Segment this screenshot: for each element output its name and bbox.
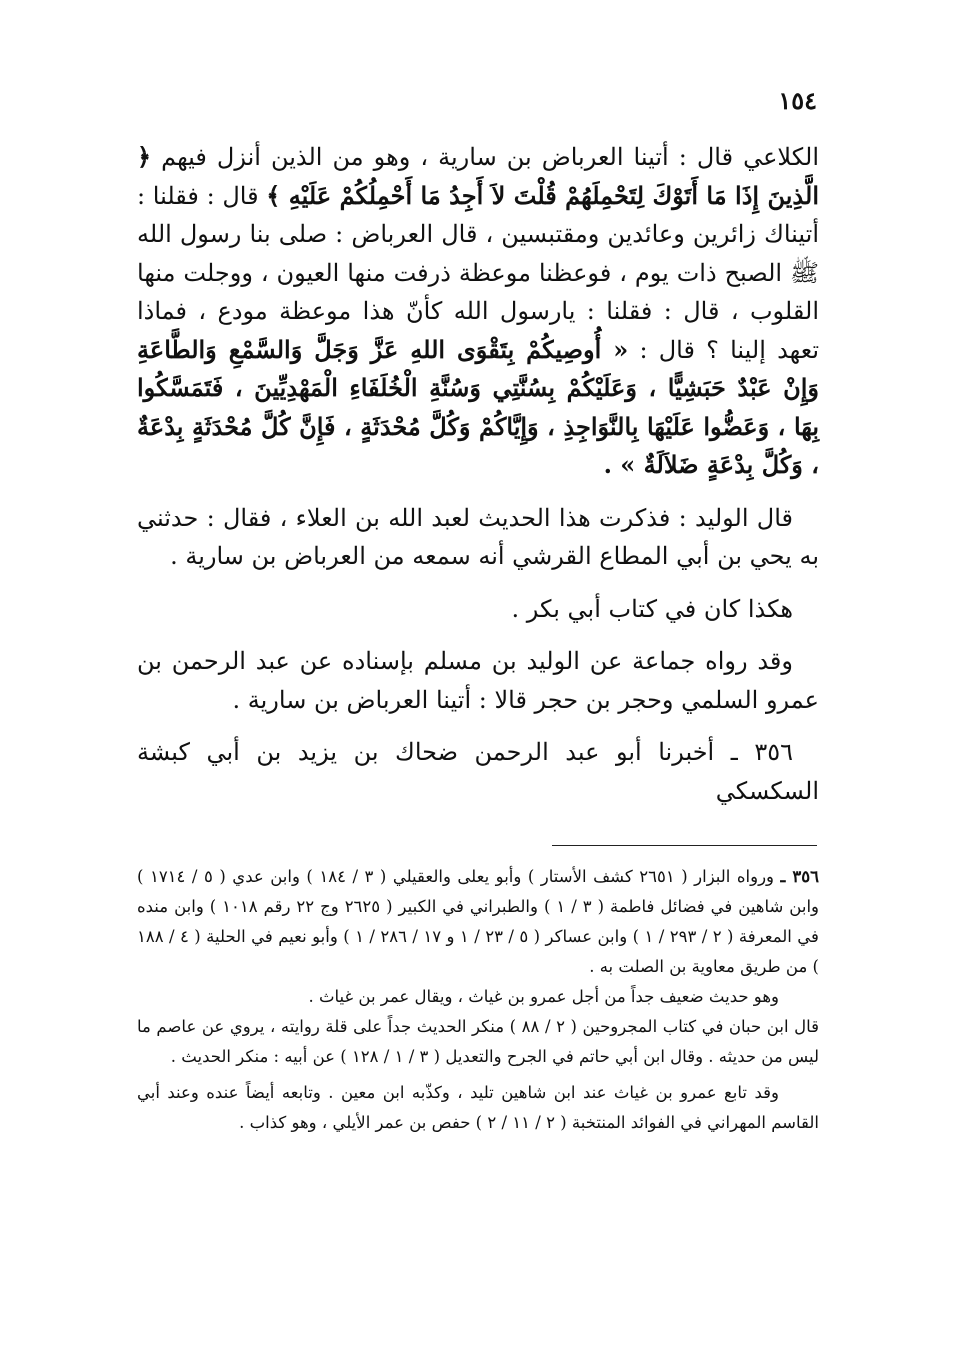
footnote-1: [137, 862, 819, 982]
footnotes: [137, 862, 819, 1138]
main-paragraph-2: قال الوليد : فذكرت هذا الحديث لعبد الله بن العلاء ، فقال : حدثني به يحي بن أبي المطاع القرشي أنه سمعه من العرباض بن سارية .: [137, 503, 819, 570]
main-text: [137, 138, 819, 810]
main-paragraph-1: [137, 138, 819, 485]
main-paragraph-4: وقد رواه جماعة عن الوليد بن مسلم بإسناده عن عبد الرحمن بن عمرو السلمي وحجر بن حجر قالا : أتينا العرباض بن سارية .: [137, 647, 819, 714]
page-number: ١٥٤: [778, 86, 817, 115]
footnote-4: وقد تابع عمرو بن غياث عند ابن شاهين تليد ، وكذّبه ابن معين . وتابعه أيضاً عنده وعند أبي القاسم المهراني في الفوائد المنتخبة ( ٢ / ١١ / ٢ ) حفص بن عمر الأيلي ، وهو كذاب .: [137, 1083, 819, 1132]
main-paragraph-3: هكذا كان في كتاب أبي بكر .: [511, 594, 793, 623]
main-paragraph-5: [137, 733, 819, 810]
main-paragraph-1-narration: قال : فقلنا : أتيناك زائرين وعائدين ومقتبسين ، قال العرباض : صلى بنا رسول الله ﷺ الصبح ذات يوم ، فوعظنا موعظة ذرفت منها العيون ، ووجلت منها القلوب ، قال : فقلنا : يارسول الله كأنّ هذا موعظة مودع ، فماذا تعهد إلينا ؟ قال :: [137, 181, 820, 364]
main-paragraph-5-text: أخبرنا أبو عبد الرحمن ضحاك بن يزيد بن أبي كبشة السكسكي: [137, 738, 819, 805]
main-paragraph-1-intro: الكلاعي قال : أتينا العرباض بن سارية ، وهو من الذين أنزل فيهم: [151, 143, 819, 171]
footnote-number: ٣٥٦ ـ: [780, 867, 819, 886]
hadith-text: « أُوصِيكُمْ بِتَقْوَى اللهِ عَزَّ وَجَلَّ وَالسَّمْعِ وَالطَّاعَةِ وَإِنْ عَبْدٌ حَبَشِيًّا ، وَعَلَيْكُمْ بِسُنَّتِي وَسُنَّةِ الْخُلَفَاءِ الْمَهْدِيِّينَ ، فَتَمَسَّكُوا بِهَا ، وَعَضُّوا عَلَيْهَا بِالنَّوَاجِذِ ، وَإِيَّاكُمْ وَكُلَّ مُحْدَثَةٍ ، فَإِنَّ كُلَّ مُحْدَثَةٍ بِدْعَةٌ ، وَكُلَّ بِدْعَةٍ ضَلاَلَةٌ » .: [137, 334, 819, 479]
footnote-3: قال ابن حبان في كتاب المجروحين ( ٢ / ٨٨ ) منكر الحديث جداً على قلة روايته ، يروي عن عاصم ما ليس من حديثه . وقال ابن أبي حاتم في الجرح والتعديل ( ٣ / ١ / ١٢٨ ) عن أبيه : منكر الحديث .: [137, 1017, 819, 1066]
quran-verse: ﴿ الَّذِينَ إِذَا مَا أَتَوْكَ لِتَحْمِلَهُمْ قُلْتَ لاَ أَجِدُ مَا أَحْمِلُكُمْ عَلَيْهِ ﴾: [137, 142, 819, 210]
footnote-2: وهو حديث ضعيف جداً من أجل عمرو بن غياث ، ويقال عمر بن غياث .: [308, 987, 779, 1006]
footnote-separator: [552, 845, 817, 846]
footnote-1-text: ورواه البزار ( ٢٦٥١ كشف الأستار ) وأبو يعلى والعقيلي ( ٣ / ١٨٤ ) وابن عدي ( ٥ / ١٧١٤ ) وابن شاهين في فضائل فاطمة ( ٣ / ١ ) والطبراني في الكبير ( ٢٦٢٥ وج ٢٢ رقم ١٠١٨ ) وابن منده في المعرفة ( ٢ / ٢٩٣ / ١ ) وابن عساكر ( ٥ / ٢٣ / ١ و ١٧ / ٢٨٦ / ١ ) وأبو نعيم في الحلية ( ٤ / ١٨٨ ) من طريق معاوية بن الصلت به .: [137, 867, 820, 976]
hadith-number: ٣٥٦ ـ: [730, 738, 793, 766]
